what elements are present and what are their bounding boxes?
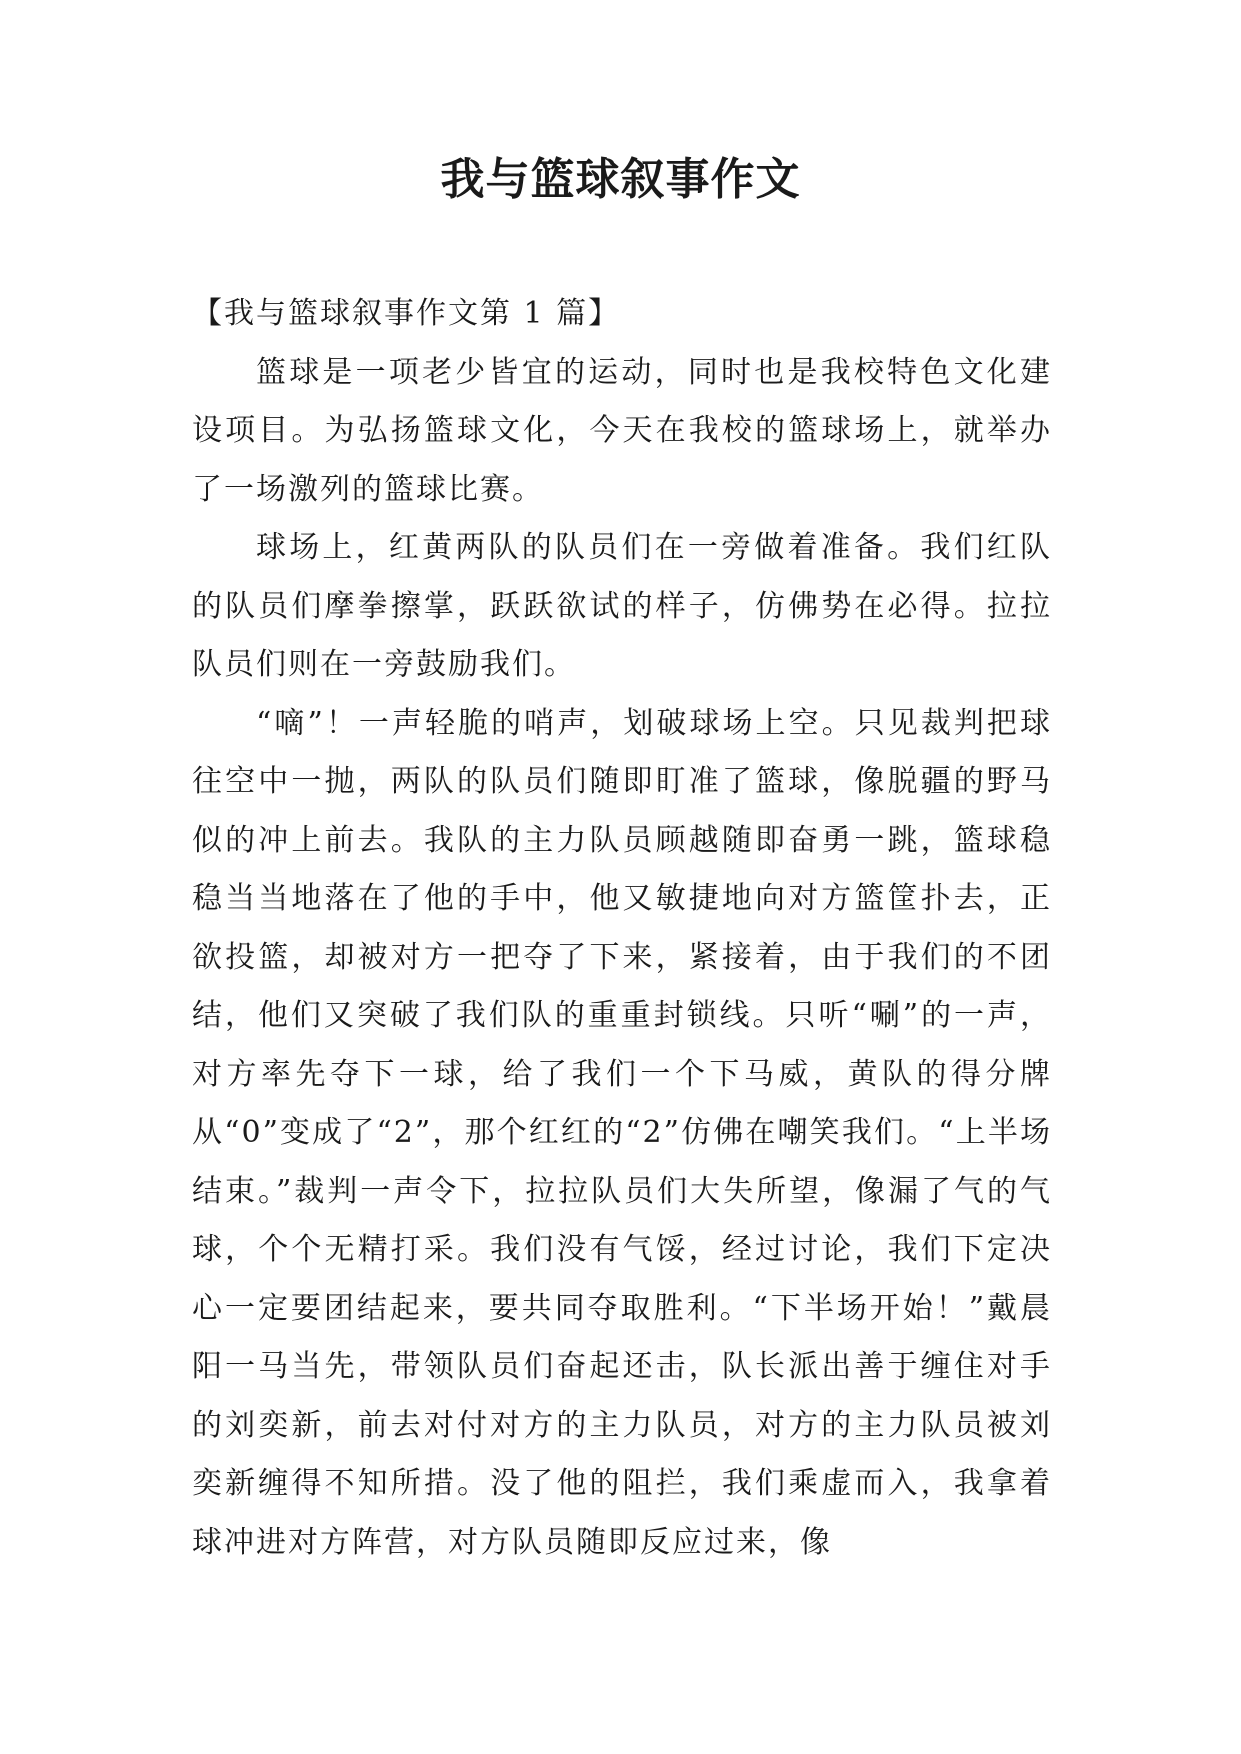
document-body	[192, 285, 1052, 1572]
paragraph-3: “嘀”！一声轻脆的哨声，划破球场上空。只见裁判把球往空中一抛，两队的队员们随即盯准了篮球，像脱疆的野马似的冲上前去。我队的主力队员顾越随即奋勇一跳，篮球稳稳当当地落在了他的手中，他又敏捷地向对方篮筐扑去，正欲投篮，却被对方一把夺了下来，紧接着，由于我们的不团结，他们又突破了我们队的重重封锁线。只听“唰”的一声，对方率先夺下一球，给了我们一个下马威，黄队的得分牌从“0”变成了“2”，那个红红的“2”仿佛在嘲笑我们。“上半场结束。”裁判一声令下，拉拉队员们大失所望，像漏了气的气球，个个无精打采。我们没有气馁，经过讨论，我们下定决心一定要团结起来，要共同夺取胜利。“下半场开始！”戴晨阳一马当先，带领队员们奋起还击，队长派出善于缠住对手的刘奕新，前去对付对方的主力队员，对方的主力队员被刘奕新缠得不知所措。没了他的阻拦，我们乘虚而入，我拿着球冲进对方阵营，对方队员随即反应过来，像	[192, 705, 1052, 1560]
document-title: 我与篮球叙事作文	[440, 154, 801, 205]
paragraph-2: 球场上，红黄两队的队员们在一旁做着准备。我们红队的队员们摩拳擦掌，跃跃欲试的样子，仿佛势在必得。拉拉队员们则在一旁鼓励我们。	[192, 530, 1052, 682]
paragraph-1: 篮球是一项老少皆宜的运动，同时也是我校特色文化建设项目。为弘扬篮球文化，今天在我校的篮球场上，就举办了一场激列的篮球比赛。	[192, 354, 1052, 507]
section-heading: 【我与篮球叙事作文第 1 篇】	[192, 296, 621, 331]
